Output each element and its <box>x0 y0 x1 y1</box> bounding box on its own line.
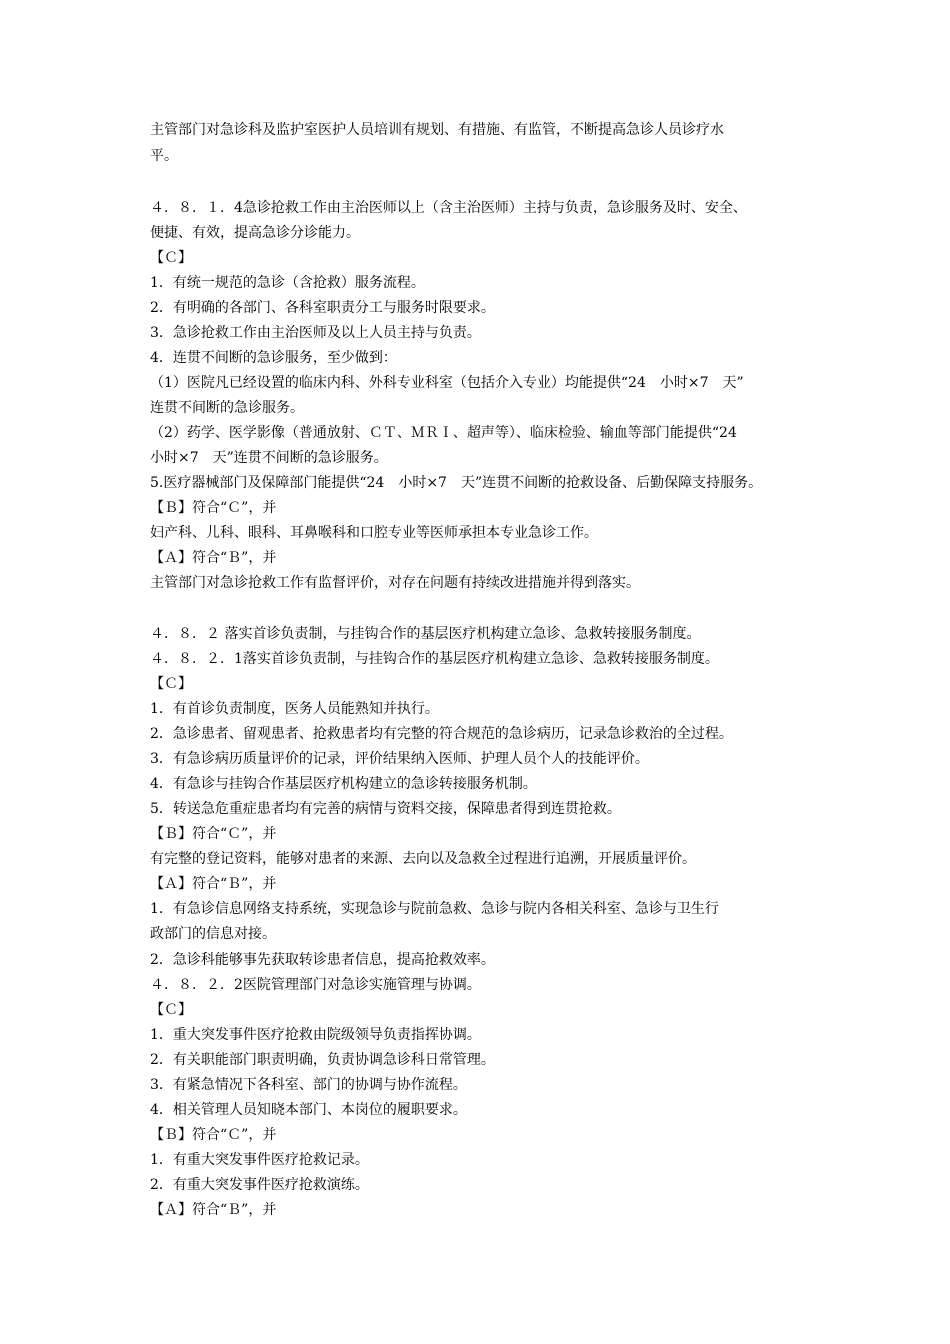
text-line: 2．有明确的各部门、各科室职责分工与服务时限要求。 <box>150 300 495 316</box>
section-heading: ４．８．２．1落实首诊负责制，与挂钩合作的基层医疗机构建立急诊、急救转接服务制度。 <box>150 651 719 667</box>
text-line: 1．有统一规范的急诊（含抢救）服务流程。 <box>150 275 425 291</box>
text-line: 5.医疗器械部门及保障部门能提供“24 小时×7 天”连贯不间断的抢救设备、后勤保障支持服务。 <box>150 475 763 491</box>
text-line: 主管部门对急诊抢救工作有监督评价，对存在问题有持续改进措施并得到落实。 <box>150 575 640 591</box>
text-line: 3．急诊抢救工作由主治医师及以上人员主持与负责。 <box>150 325 481 341</box>
text-line: 便捷、有效，提高急诊分诊能力。 <box>150 225 360 241</box>
text-line: 小时×7 天”连贯不间断的急诊服务。 <box>150 450 388 466</box>
text-line: 连贯不间断的急诊服务。 <box>150 400 304 416</box>
grade-label: 【Ｃ】 <box>150 1002 192 1018</box>
text-line: 5．转送急危重症患者均有完善的病情与资料交接，保障患者得到连贯抢救。 <box>150 801 621 817</box>
text-line: （1）医院凡已经设置的临床内科、外科专业科室（包括介入专业）均能提供“24 小时×7 天” <box>150 375 744 391</box>
grade-label: 【Ｂ】符合“Ｃ”，并 <box>150 1127 277 1143</box>
text-line: 妇产科、儿科、眼科、耳鼻喉科和口腔专业等医师承担本专业急诊工作。 <box>150 525 598 541</box>
section-heading: ４．８．１．4急诊抢救工作由主治医师以上（含主治医师）主持与负责，急诊服务及时、安全、 <box>150 200 747 216</box>
text-line: 1．有首诊负责制度，医务人员能熟知并执行。 <box>150 701 439 717</box>
text-line: 有完整的登记资料，能够对患者的来源、去向以及急救全过程进行追溯，开展质量评价。 <box>150 851 696 867</box>
grade-label: 【Ｃ】 <box>150 250 192 266</box>
text-line: （2）药学、医学影像（普通放射、ＣＴ、ＭＲＩ、超声等）、临床检验、输血等部门能提供“24 <box>150 425 737 441</box>
text-line: 4．连贯不间断的急诊服务，至少做到： <box>150 350 397 366</box>
text-line: 4．相关管理人员知晓本部门、本岗位的履职要求。 <box>150 1102 467 1118</box>
text-line: 4．有急诊与挂钩合作基层医疗机构建立的急诊转接服务机制。 <box>150 776 537 792</box>
grade-label: 【Ａ】符合“Ｂ”，并 <box>150 550 277 566</box>
text-line: 平。 <box>150 148 178 164</box>
text-line: 1．有急诊信息网络支持系统，实现急诊与院前急救、急诊与院内各相关科室、急诊与卫生行 <box>150 901 719 917</box>
text-line: 2．有关职能部门职责明确，负责协调急诊科日常管理。 <box>150 1052 495 1068</box>
text-line: 2．有重大突发事件医疗抢救演练。 <box>150 1177 369 1193</box>
text-line: 政部门的信息对接。 <box>150 926 276 942</box>
text-line: 3．有紧急情况下各科室、部门的协调与协作流程。 <box>150 1077 467 1093</box>
text-line: 3．有急诊病历质量评价的记录，评价结果纳入医师、护理人员个人的技能评价。 <box>150 751 649 767</box>
grade-label: 【Ａ】符合“Ｂ”，并 <box>150 1202 277 1218</box>
text-line: 1．重大突发事件医疗抢救由院级领导负责指挥协调。 <box>150 1027 481 1043</box>
grade-label: 【Ｂ】符合“Ｃ”，并 <box>150 500 277 516</box>
text-line: 2．急诊科能够事先获取转诊患者信息，提高抢救效率。 <box>150 952 495 968</box>
text-line: 1．有重大突发事件医疗抢救记录。 <box>150 1152 369 1168</box>
text-line: 主管部门对急诊科及监护室医护人员培训有规划、有措施、有监管，不断提高急诊人员诊疗水 <box>150 122 724 138</box>
grade-label: 【Ｃ】 <box>150 676 192 692</box>
grade-label: 【Ｂ】符合“Ｃ”，并 <box>150 826 277 842</box>
section-heading: ４．８．２．2医院管理部门对急诊实施管理与协调。 <box>150 977 481 993</box>
text-line: 2．急诊患者、留观患者、抢救患者均有完整的符合规范的急诊病历，记录急诊救治的全过程。 <box>150 726 733 742</box>
section-heading: ４．８．２ 落实首诊负责制，与挂钩合作的基层医疗机构建立急诊、急救转接服务制度。 <box>150 626 701 642</box>
grade-label: 【Ａ】符合“Ｂ”，并 <box>150 876 277 892</box>
